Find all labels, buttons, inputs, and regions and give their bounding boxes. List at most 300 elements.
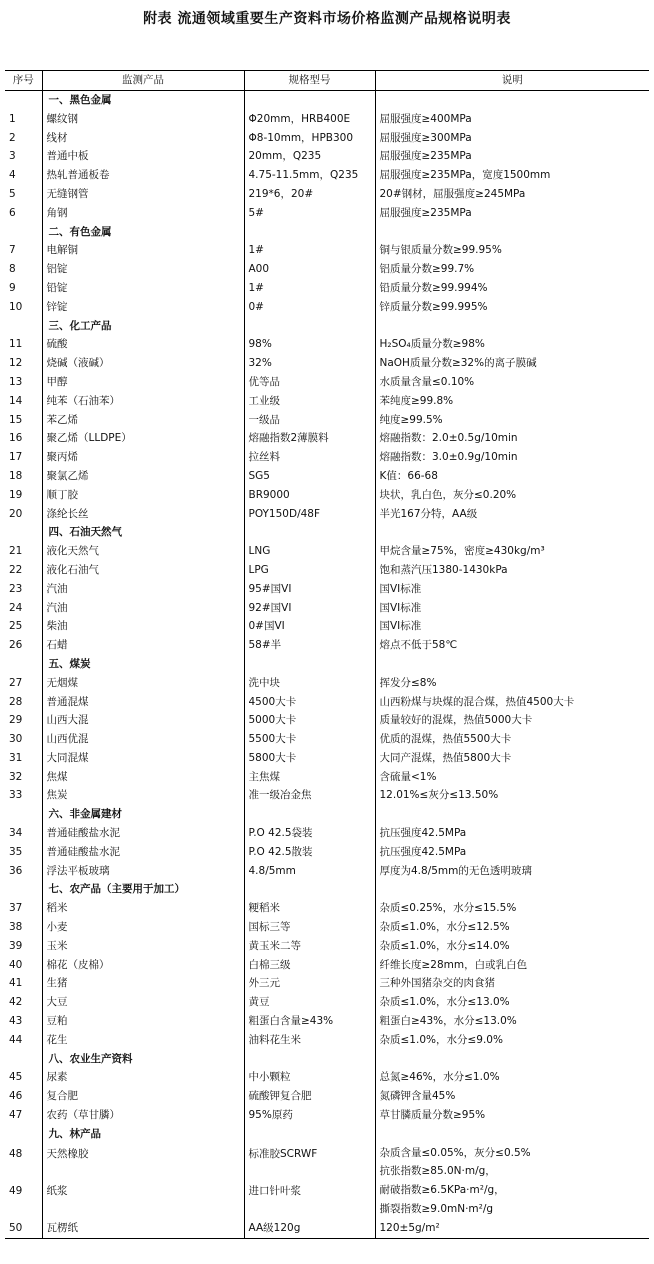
row-desc: 挥发分≤8%: [375, 674, 649, 693]
row-spec: 中小颗粒: [244, 1068, 375, 1087]
table-row: [5, 599, 649, 618]
table-row: [5, 1144, 649, 1182]
table-row: [5, 1012, 649, 1031]
row-product: 螺纹钢: [42, 110, 244, 129]
row-spec: [244, 1125, 375, 1144]
row-desc: 熔融指数：2.0±0.5g/10min: [375, 429, 649, 448]
row-number: 24: [9, 601, 23, 614]
row-desc: 杂质≤1.0%，水分≤14.0%: [375, 937, 649, 956]
table-row: [5, 561, 649, 580]
row-product: 铅锭: [42, 279, 244, 298]
category-label: 二、有色金属: [42, 223, 244, 242]
row-product: 石蜡: [42, 636, 244, 655]
category-label: 四、石油天然气: [42, 523, 244, 542]
row-spec: 粳稻米: [244, 899, 375, 918]
table-row: [5, 1181, 649, 1219]
row-desc: 优质的混煤，热值5500大卡: [375, 730, 649, 749]
row-number: 39: [9, 939, 23, 952]
row-number: 32: [9, 770, 23, 783]
row-spec: 准一级冶金焦: [244, 786, 375, 805]
row-product: 山西大混: [42, 711, 244, 730]
row-number: 47: [9, 1109, 23, 1122]
row-desc: 杂质≤1.0%，水分≤9.0%: [375, 1031, 649, 1050]
row-spec: 1#: [244, 279, 375, 298]
table-row: [5, 580, 649, 599]
row-spec: POY150D/48F: [244, 505, 375, 524]
row-spec: 一级品: [244, 411, 375, 430]
row-product: 大同混煤: [42, 749, 244, 768]
row-product: 普通中板: [42, 147, 244, 166]
row-number: 49: [9, 1185, 23, 1198]
row-number: 37: [9, 902, 23, 915]
row-spec: Φ20mm，HRB400E: [244, 110, 375, 129]
row-spec: 白棉三级: [244, 956, 375, 975]
row-product: 硫酸: [42, 335, 244, 354]
category-row: [5, 317, 649, 336]
row-desc: 铝质量分数≥99.7%: [375, 260, 649, 279]
table-row: [5, 617, 649, 636]
category-label: 五、煤炭: [42, 655, 244, 674]
row-product: 角钢: [42, 204, 244, 223]
table-row: [5, 298, 649, 317]
category-row: [5, 223, 649, 242]
row-number: [5, 91, 42, 110]
category-label: 六、非金属建材: [42, 805, 244, 824]
row-spec: BR9000: [244, 486, 375, 505]
table-row: [5, 335, 649, 354]
row-desc: [375, 880, 649, 899]
row-spec: 熔融指数2薄膜料: [244, 429, 375, 448]
table-row: [5, 786, 649, 805]
category-label: 一、黑色金属: [42, 91, 244, 110]
row-desc: 粗蛋白≥43%，水分≤13.0%: [375, 1012, 649, 1031]
row-number: 40: [9, 958, 23, 971]
row-spec: 20mm，Q235: [244, 147, 375, 166]
row-product: 生猪: [42, 974, 244, 993]
row-number: 50: [9, 1221, 23, 1234]
row-desc: NaOH质量分数≥32%的离子膜碱: [375, 354, 649, 373]
row-product: 热轧普通板卷: [42, 166, 244, 185]
category-label: 三、化工产品: [42, 317, 244, 336]
row-number: 28: [9, 695, 23, 708]
row-spec: 95#国VI: [244, 580, 375, 599]
row-spec: 拉丝料: [244, 448, 375, 467]
row-desc: [375, 223, 649, 242]
row-number: 2: [9, 131, 16, 144]
row-product: 聚氯乙烯: [42, 467, 244, 486]
row-product: 普通硅酸盐水泥: [42, 843, 244, 862]
row-number: 34: [9, 827, 23, 840]
row-number: 43: [9, 1015, 23, 1028]
table-row: [5, 260, 649, 279]
row-desc: [375, 523, 649, 542]
row-spec: SG5: [244, 467, 375, 486]
category-label: 七、农产品（主要用于加工）: [42, 880, 244, 899]
row-spec: 0#: [244, 298, 375, 317]
row-number: 38: [9, 921, 23, 934]
row-number: [5, 523, 42, 542]
table-row: [5, 749, 649, 768]
row-desc: 杂质≤1.0%，水分≤12.5%: [375, 918, 649, 937]
table-row: [5, 354, 649, 373]
row-product: 花生: [42, 1031, 244, 1050]
row-product: 瓦楞纸: [42, 1219, 244, 1238]
row-number: 12: [9, 357, 23, 370]
row-desc: 质量较好的混煤，热值5000大卡: [375, 711, 649, 730]
row-number: 45: [9, 1071, 23, 1084]
row-desc: 纯度≥99.5%: [375, 411, 649, 430]
table-row: [5, 674, 649, 693]
table-row: [5, 429, 649, 448]
table-row: [5, 110, 649, 129]
row-number: 3: [9, 150, 16, 163]
row-spec: [244, 880, 375, 899]
row-spec: P.O 42.5袋装: [244, 824, 375, 843]
row-desc: 杂质≤1.0%，水分≤13.0%: [375, 993, 649, 1012]
row-number: 20: [9, 507, 23, 520]
row-number: 26: [9, 639, 23, 652]
row-number: 42: [9, 996, 23, 1009]
row-spec: 4500大卡: [244, 693, 375, 712]
row-product: 稻米: [42, 899, 244, 918]
row-desc: 锌质量分数≥99.995%: [375, 298, 649, 317]
row-product: 汽油: [42, 580, 244, 599]
row-desc: [375, 1050, 649, 1069]
row-product: 聚丙烯: [42, 448, 244, 467]
row-number: 33: [9, 789, 23, 802]
row-number: [5, 317, 42, 336]
row-number: 22: [9, 563, 23, 576]
row-desc: 大同产混煤，热值5800大卡: [375, 749, 649, 768]
row-number: 6: [9, 206, 16, 219]
row-desc-line: 撕裂指数≥9.0mN·m²/g: [379, 1203, 494, 1216]
table-row: [5, 768, 649, 787]
category-row: [5, 805, 649, 824]
row-desc: 甲烷含量≥75%，密度≥430kg/m³: [375, 542, 649, 561]
row-number: 25: [9, 620, 23, 633]
table-row: [5, 1068, 649, 1087]
row-spec: 优等品: [244, 373, 375, 392]
row-desc: 国VI标准: [375, 580, 649, 599]
row-number: [5, 880, 42, 899]
category-row: [5, 655, 649, 674]
row-desc: 三种外国猪杂交的肉食猪: [375, 974, 649, 993]
row-desc: H₂SO₄质量分数≥98%: [375, 335, 649, 354]
header-spec: 规格型号: [244, 71, 375, 91]
row-spec: 5000大卡: [244, 711, 375, 730]
row-desc: 熔点不低于58℃: [375, 636, 649, 655]
row-product: 烧碱（液碱）: [42, 354, 244, 373]
row-desc-line: 抗张指数≥85.0N·m/g，: [379, 1165, 496, 1178]
row-number: 9: [9, 281, 16, 294]
category-label: 九、林产品: [42, 1125, 244, 1144]
table-row: [5, 279, 649, 298]
category-row: [5, 1125, 649, 1144]
row-number: [5, 655, 42, 674]
row-desc: 块状，乳白色，灰分≤0.20%: [375, 486, 649, 505]
row-number: 29: [9, 714, 23, 727]
row-spec: [244, 805, 375, 824]
row-desc: [375, 655, 649, 674]
row-product: 液化天然气: [42, 542, 244, 561]
row-desc: 120±5g/m²: [375, 1219, 649, 1238]
row-desc: 抗压强度42.5MPa: [375, 843, 649, 862]
row-spec: 4.8/5mm: [244, 862, 375, 881]
row-spec: 5500大卡: [244, 730, 375, 749]
table-row: [5, 993, 649, 1012]
row-product: 柴油: [42, 617, 244, 636]
row-product: 液化石油气: [42, 561, 244, 580]
table-row: [5, 843, 649, 862]
row-desc: 20#钢材，屈服强度≥245MPa: [375, 185, 649, 204]
row-number: 21: [9, 545, 23, 558]
row-spec: 外三元: [244, 974, 375, 993]
row-spec: Φ8-10mm，HPB300: [244, 129, 375, 148]
row-spec: 32%: [244, 354, 375, 373]
row-number: 15: [9, 413, 23, 426]
row-desc: 苯纯度≥99.8%: [375, 392, 649, 411]
table-row: [5, 467, 649, 486]
row-number: 14: [9, 394, 23, 407]
category-row: [5, 91, 649, 110]
row-number: 7: [9, 244, 16, 257]
table-row: [5, 486, 649, 505]
row-product: 顺丁胶: [42, 486, 244, 505]
table-row: [5, 974, 649, 993]
row-spec: 1#: [244, 241, 375, 260]
row-product: 浮法平板玻璃: [42, 862, 244, 881]
row-number: 19: [9, 488, 23, 501]
row-desc-line: 杂质含量≤0.05%，灰分≤0.5%: [379, 1146, 531, 1159]
spec-table: [5, 70, 649, 1239]
row-desc: [375, 805, 649, 824]
table-header-row: [5, 71, 649, 91]
row-spec: 主焦煤: [244, 768, 375, 787]
row-desc: 屈服强度≥300MPa: [375, 129, 649, 148]
table-row: [5, 147, 649, 166]
table-row: [5, 505, 649, 524]
row-spec: 硫酸钾复合肥: [244, 1087, 375, 1106]
table-row: [5, 937, 649, 956]
row-product: 小麦: [42, 918, 244, 937]
row-desc: 铜与银质量分数≥99.95%: [375, 241, 649, 260]
category-row: [5, 523, 649, 542]
table-row: [5, 392, 649, 411]
row-desc: 总氮≥46%，水分≤1.0%: [375, 1068, 649, 1087]
row-desc: 草甘膦质量分数≥95%: [375, 1106, 649, 1125]
row-desc: 屈服强度≥235MPa: [375, 204, 649, 223]
row-spec: P.O 42.5散装: [244, 843, 375, 862]
row-desc: 氮磷钾含量45%: [375, 1087, 649, 1106]
category-label: 八、农业生产资料: [42, 1050, 244, 1069]
row-product: 普通混煤: [42, 693, 244, 712]
row-spec: 92#国VI: [244, 599, 375, 618]
row-desc: [375, 317, 649, 336]
row-number: 5: [9, 187, 16, 200]
table-row: [5, 711, 649, 730]
row-desc: 杂质≤0.25%，水分≤15.5%: [375, 899, 649, 918]
row-number: 35: [9, 845, 23, 858]
row-spec: 5800大卡: [244, 749, 375, 768]
row-desc: 屈服强度≥235MPa，宽度1500mm: [375, 166, 649, 185]
table-row: [5, 1031, 649, 1050]
row-number: 8: [9, 263, 16, 276]
row-spec: 黄豆: [244, 993, 375, 1012]
table-row: [5, 129, 649, 148]
row-spec: 4.75-11.5mm，Q235: [244, 166, 375, 185]
table-row: [5, 166, 649, 185]
row-product: 复合肥: [42, 1087, 244, 1106]
row-spec: AA级120g: [244, 1219, 375, 1238]
row-number: 16: [9, 432, 23, 445]
row-number: 4: [9, 169, 16, 182]
row-desc: 国VI标准: [375, 617, 649, 636]
header-desc: 说明: [375, 71, 649, 91]
row-product: 无烟煤: [42, 674, 244, 693]
row-number: 36: [9, 864, 23, 877]
row-product: 涤纶长丝: [42, 505, 244, 524]
row-spec: A00: [244, 260, 375, 279]
row-product: 纯苯（石油苯）: [42, 392, 244, 411]
row-spec: LPG: [244, 561, 375, 580]
row-number: [5, 223, 42, 242]
row-number: [5, 1125, 42, 1144]
row-number: 13: [9, 375, 23, 388]
row-desc: 12.01%≤灰分≤13.50%: [375, 786, 649, 805]
table-row: [5, 241, 649, 260]
row-product: 锌锭: [42, 298, 244, 317]
table-row: [5, 542, 649, 561]
row-desc: [375, 1125, 649, 1144]
row-number: 18: [9, 469, 23, 482]
table-row: [5, 1106, 649, 1125]
row-desc: 饱和蒸汽压1380-1430kPa: [375, 561, 649, 580]
row-number: 44: [9, 1033, 23, 1046]
table-row: [5, 373, 649, 392]
row-number: 31: [9, 751, 23, 764]
row-number: [5, 805, 42, 824]
row-spec: LNG: [244, 542, 375, 561]
row-product: 山西优混: [42, 730, 244, 749]
row-product: 焦煤: [42, 768, 244, 787]
row-product: 纸浆: [42, 1181, 244, 1219]
table-row: [5, 204, 649, 223]
row-spec: 国标三等: [244, 918, 375, 937]
row-desc: 厚度为4.8/5mm的无色透明玻璃: [375, 862, 649, 881]
row-spec: [244, 1050, 375, 1069]
row-spec: 进口针叶浆: [244, 1181, 375, 1219]
row-desc: [375, 1144, 649, 1182]
row-desc: K值：66-68: [375, 467, 649, 486]
table-row: [5, 1087, 649, 1106]
table-body: [5, 91, 649, 1239]
row-desc: [375, 1181, 649, 1219]
row-number: 11: [9, 338, 23, 351]
row-product: 焦炭: [42, 786, 244, 805]
row-spec: 95%原药: [244, 1106, 375, 1125]
row-spec: [244, 223, 375, 242]
table-row: [5, 730, 649, 749]
row-spec: 98%: [244, 335, 375, 354]
row-spec: 油料花生米: [244, 1031, 375, 1050]
row-product: 豆粕: [42, 1012, 244, 1031]
table-row: [5, 693, 649, 712]
row-number: 30: [9, 733, 23, 746]
table-row: [5, 1219, 649, 1238]
row-number: [5, 1050, 42, 1069]
category-row: [5, 880, 649, 899]
table-row: [5, 824, 649, 843]
document-title: 附表 流通领域重要生产资料市场价格监测产品规格说明表: [143, 11, 511, 27]
row-number: 10: [9, 300, 23, 313]
table-row: [5, 918, 649, 937]
row-product: 甲醇: [42, 373, 244, 392]
row-product: 聚乙烯（LLDPE）: [42, 429, 244, 448]
row-number: 48: [9, 1147, 23, 1160]
table-row: [5, 899, 649, 918]
row-product: 铝锭: [42, 260, 244, 279]
table-row: [5, 185, 649, 204]
row-desc: 山西粉煤与块煤的混合煤，热值4500大卡: [375, 693, 649, 712]
row-desc: 屈服强度≥235MPa: [375, 147, 649, 166]
table-row: [5, 411, 649, 430]
row-spec: 58#半: [244, 636, 375, 655]
row-number: 17: [9, 451, 23, 464]
row-number: 23: [9, 582, 23, 595]
row-desc: 铅质量分数≥99.994%: [375, 279, 649, 298]
row-product: 农药（草甘膦）: [42, 1106, 244, 1125]
row-spec: 黄玉米二等: [244, 937, 375, 956]
row-desc: 抗压强度42.5MPa: [375, 824, 649, 843]
row-desc: 半光167分特，AA级: [375, 505, 649, 524]
row-spec: 219*6，20#: [244, 185, 375, 204]
row-product: 线材: [42, 129, 244, 148]
row-desc: 水质量含量≤0.10%: [375, 373, 649, 392]
row-spec: 粗蛋白含量≥43%: [244, 1012, 375, 1031]
row-spec: [244, 91, 375, 110]
table-row: [5, 636, 649, 655]
row-product: 无缝钢管: [42, 185, 244, 204]
row-product: 玉米: [42, 937, 244, 956]
row-spec: 标准胶SCRWF: [244, 1144, 375, 1182]
row-desc: 屈服强度≥400MPa: [375, 110, 649, 129]
row-product: 大豆: [42, 993, 244, 1012]
row-number: 41: [9, 977, 23, 990]
row-product: 普通硅酸盐水泥: [42, 824, 244, 843]
row-spec: [244, 317, 375, 336]
header-no: 序号: [12, 74, 34, 87]
row-desc-line: 耐破指数≥6.5KPa·m²/g，: [379, 1184, 505, 1197]
row-spec: 洗中块: [244, 674, 375, 693]
row-number: 46: [9, 1090, 23, 1103]
header-product: 监测产品: [42, 71, 244, 91]
row-desc: 国VI标准: [375, 599, 649, 618]
row-spec: [244, 655, 375, 674]
row-spec: 5#: [244, 204, 375, 223]
row-spec: [244, 523, 375, 542]
table-row: [5, 862, 649, 881]
row-product: 棉花（皮棉）: [42, 956, 244, 975]
row-spec: 工业级: [244, 392, 375, 411]
row-desc: 纤维长度≥28mm，白或乳白色: [375, 956, 649, 975]
row-number: 1: [9, 112, 16, 125]
row-spec: 0#国VI: [244, 617, 375, 636]
row-product: 电解铜: [42, 241, 244, 260]
table-row: [5, 448, 649, 467]
row-product: 尿素: [42, 1068, 244, 1087]
category-row: [5, 1050, 649, 1069]
row-number: 27: [9, 676, 23, 689]
